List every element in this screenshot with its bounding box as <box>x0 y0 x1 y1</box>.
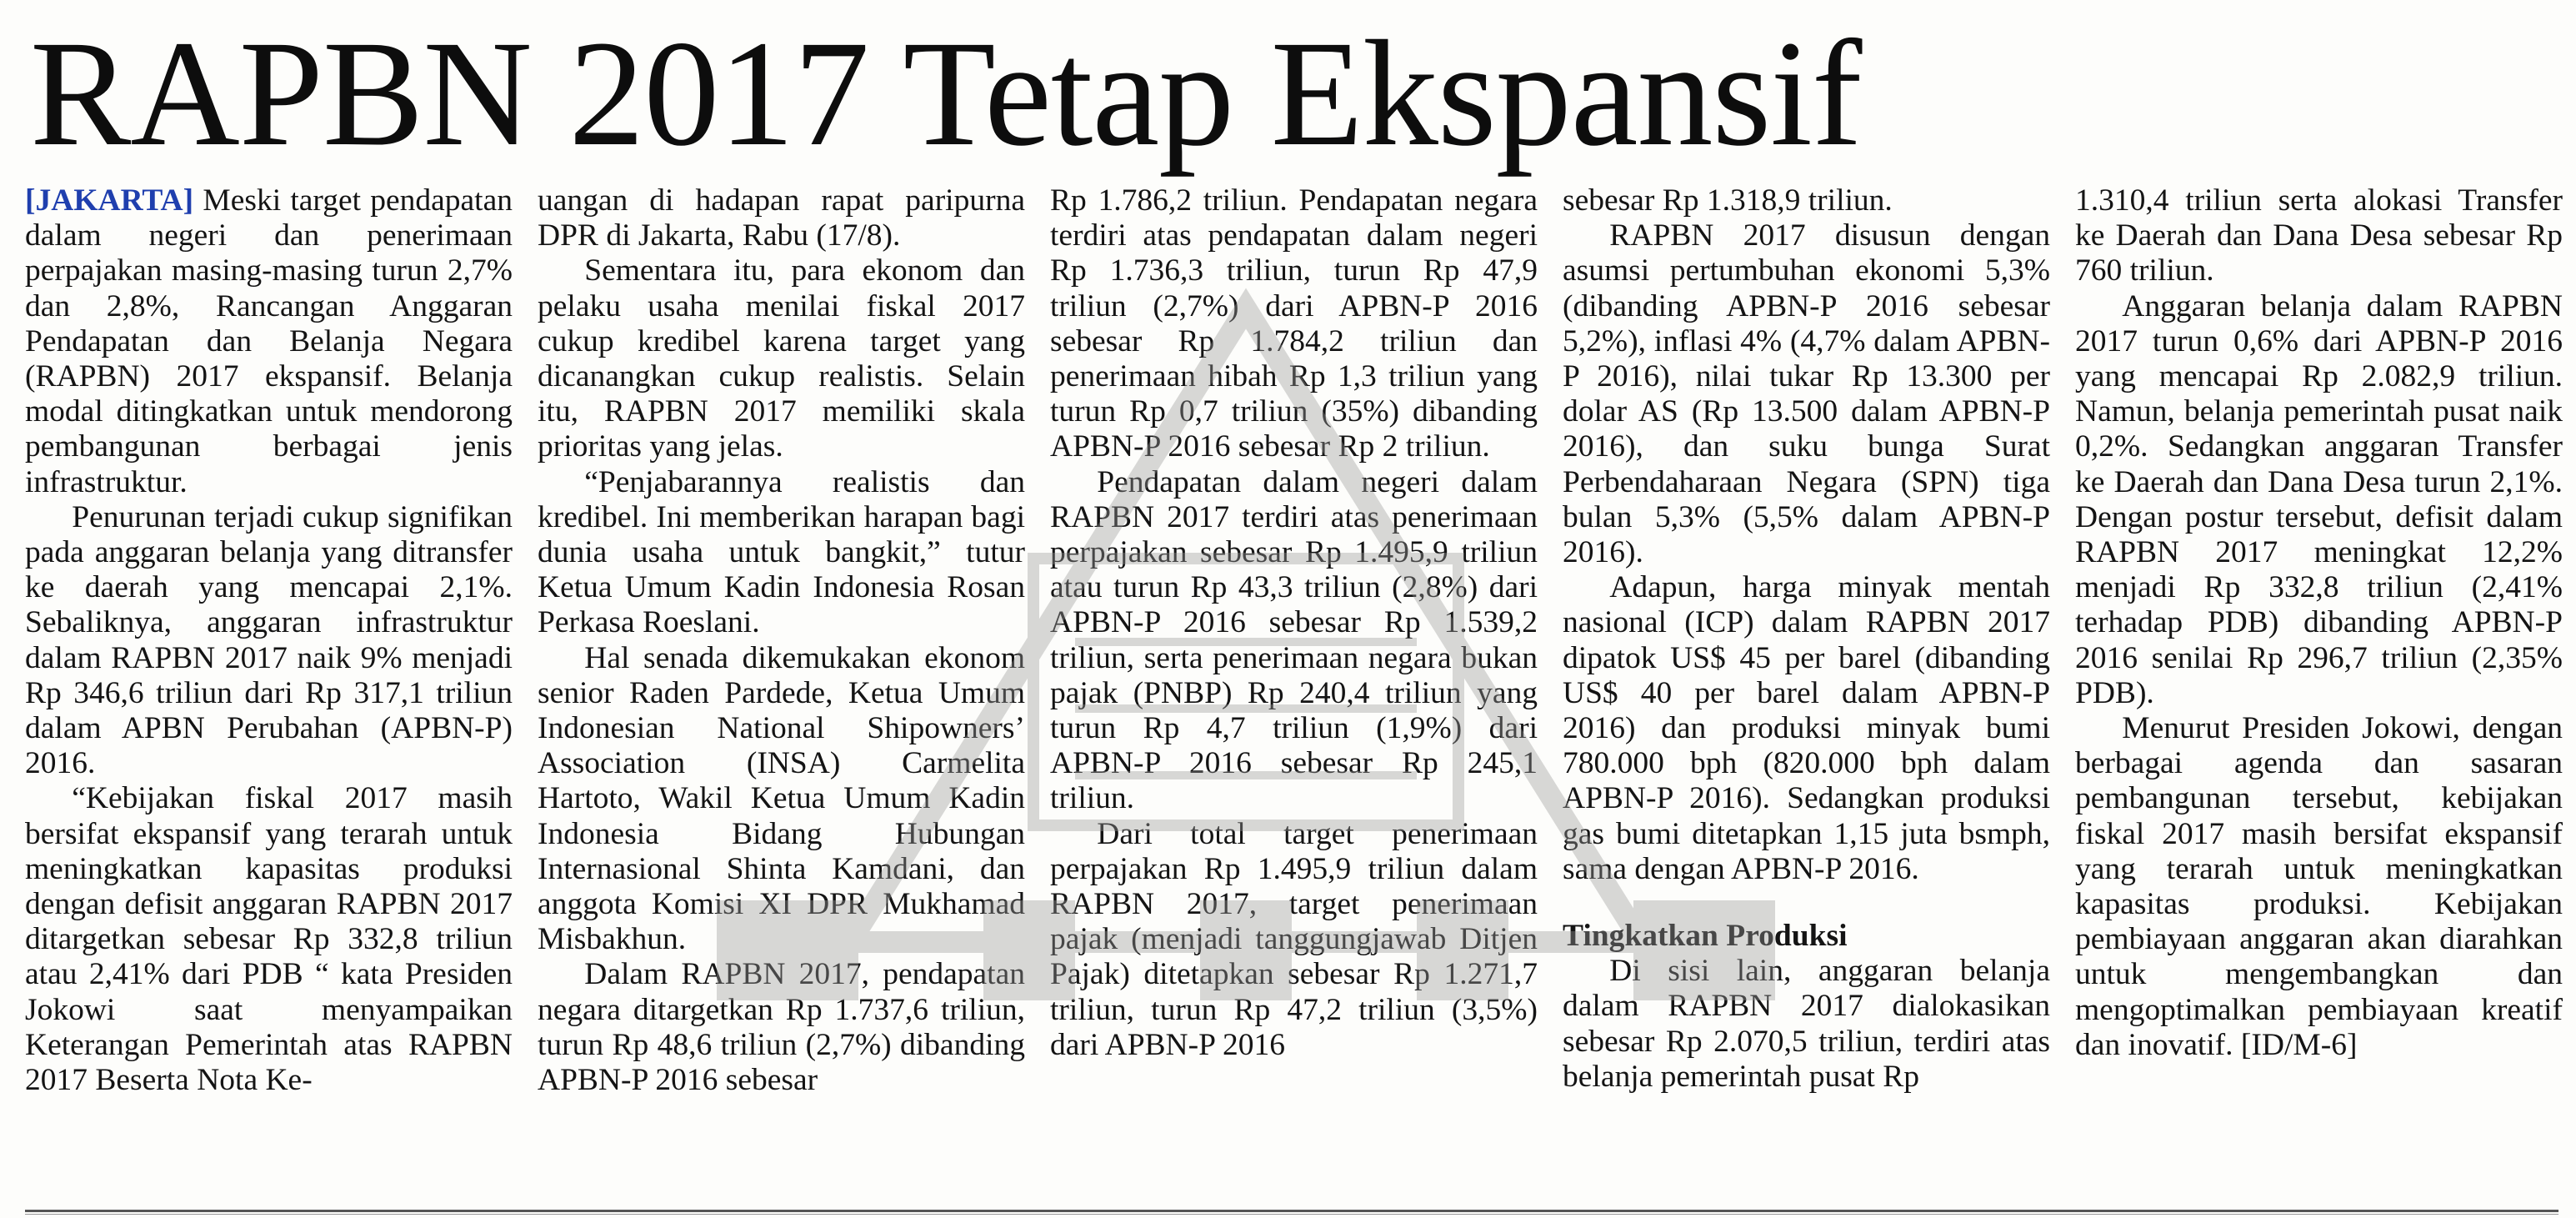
bottom-rule-thin <box>25 1214 2558 1215</box>
column-5 <box>2075 183 2563 1184</box>
paragraph: Hal senada dikemukakan ekonom senior Raden Pardede, Ketua Umum Indonesian National Shipowners’ Association (INSA) Carmelita Hartoto, Wakil Ketua Umum Kadin Indonesia Bidang Hubungan Internasional Shinta Kamdani, dan anggota Komisi XI DPR Mukhamad Misbakhun. <box>538 640 1025 957</box>
dateline: [JAKARTA] <box>25 183 194 218</box>
paragraph: Adapun, harga minyak mentah nasional (ICP) dalam RAPBN 2017 dipatok US$ 45 per barel (dibanding US$ 40 per barel dalam APBN-P 2016) dan produksi minyak bumi 780.000 bph (820.000 bph dalam APBN-P 2016). Sedangkan produksi gas bumi ditetapkan 1,15 juta bsmph, sama dengan APBN-P 2016. <box>1563 570 2050 886</box>
paragraph: Dalam RAPBN 2017, pendapatan negara ditargetkan Rp 1.737,6 triliun, turun Rp 48,6 triliun (2,7%) dibanding APBN-P 2016 sebesar <box>538 957 1025 1098</box>
paragraph: Dari total target penerimaan perpajakan Rp 1.495,9 triliun dalam RAPBN 2017, target penerimaan pajak (menjadi tanggungjawab Ditjen Pajak) ditetapkan sebesar Rp 1.271,7 triliun, turun Rp 47,2 triliun (3,5%) dari APBN-P 2016 <box>1050 816 1538 1062</box>
paragraph: uangan di hadapan rapat paripurna DPR di Jakarta, Rabu (17/8). <box>538 183 1025 253</box>
paragraph: Anggaran belanja dalam RAPBN 2017 turun 0,6% dari APBN-P 2016 yang mencapai Rp 2.082,9 triliun. Namun, belanja pemerintah pusat naik 0,2%. Sedangkan anggaran Transfer ke Daerah dan Dana Desa turun 2,1%. Dengan postur tersebut, defisit dalam RAPBN 2017 meningkat 12,2% menjadi Rp 332,8 triliun (2,41% terhadap PDB) dibanding APBN-P 2016 senilai Rp 296,7 triliun (2,35% PDB). <box>2075 288 2563 710</box>
paragraph: Rp 1.786,2 triliun. Pendapatan negara terdiri atas pendapatan dalam negeri Rp 1.736,3 triliun, turun Rp 47,9 triliun (2,7%) dari APBN-P 2016 sebesar Rp 1.784,2 triliun dan penerimaan hibah Rp 1,3 triliun yang turun Rp 0,7 triliun (35%) dibanding APBN-P 2016 sebesar Rp 2 triliun. <box>1050 183 1538 464</box>
paragraph-text: Meski target pendapatan dalam negeri dan penerimaan perpajakan masing-masing turun 2,7% dan 2,8%, Rancangan Anggaran Pendapatan dan Belanja Negara (RAPBN) 2017 ekspansif. Belanja modal ditingkatkan untuk mendorong pembangunan berbagai jenis infrastruktur. <box>25 183 513 499</box>
paragraph: sebesar Rp 1.318,9 triliun. <box>1563 183 1893 218</box>
paragraph: RAPBN 2017 disusun dengan asumsi pertumbuhan ekonomi 5,3% (dibanding APBN-P 2016 sebesar 5,2%), inflasi 4% (4,7% dalam APBN-P 2016), nilai tukar Rp 13.300 per dolar AS (Rp 13.500 dalam APBN-P 2016), dan suku bunga Surat Perbendaharaan Negara (SPN) tiga bulan 5,3% (5,5% dalam APBN-P 2016). <box>1563 218 2050 570</box>
paragraph: Pendapatan dalam negeri dalam RAPBN 2017 terdiri atas penerimaan perpajakan sebesar Rp 1.495,9 triliun atau turun Rp 43,3 triliun (2,8%) dari APBN-P 2016 sebesar Rp 1.539,2 triliun, serta penerimaan negara bukan pajak (PNBP) Rp 240,4 triliun yang turun Rp 4,7 triliun (1,9%) dari APBN-P 2016 sebesar Rp 245,1 triliun. <box>1050 464 1538 816</box>
article-body <box>25 183 2563 1184</box>
paragraph: “Kebijakan fiskal 2017 masih bersifat ekspansif yang terarah untuk meningkatkan kapasitas produksi dengan defisit anggaran RAPBN 2017 ditargetkan sebesar Rp 332,8 triliun atau 2,41% dari PDB “ kata Presiden Jokowi saat menyampaikan Keterangan Pemerintah atas RAPBN 2017 Beserta Nota Ke- <box>25 781 513 1098</box>
column-2 <box>538 183 1025 1184</box>
article-headline: RAPBN 2017 Tetap Ekspansif <box>30 10 1862 178</box>
paragraph: Menurut Presiden Jokowi, dengan berbagai agenda dan sasaran pembangunan tersebut, kebijakan fiskal 2017 masih bersifat ekspansif yang terarah untuk meningkatkan kapasitas produksi. Kebijakan pembiayaan anggaran akan diarahkan untuk mengembangkan dan mengoptimalkan pembiayaan kreatif dan inovatif. [ID/M-6] <box>2075 711 2563 1062</box>
column-3 <box>1050 183 1538 1184</box>
column-4 <box>1563 183 2050 1184</box>
section-subheading: Tingkatkan Produksi <box>1563 919 1848 954</box>
paragraph <box>25 183 513 500</box>
paragraph: Penurunan terjadi cukup signifikan pada anggaran belanja yang ditransfer ke daerah yang mencapai 2,1%. Sebaliknya, anggaran infrastruktur dalam RAPBN 2017 naik 9% menjadi Rp 346,6 triliun dari Rp 317,1 triliun dalam APBN Perubahan (APBN-P) 2016. <box>25 499 513 781</box>
paragraph: Di sisi lain, anggaran belanja dalam RAPBN 2017 dialokasikan sebesar Rp 2.070,5 triliun, terdiri atas belanja pemerintah pusat Rp <box>1563 954 2050 1094</box>
column-1 <box>25 183 513 1184</box>
paragraph: 1.310,4 triliun serta alokasi Transfer ke Daerah dan Dana Desa sebesar Rp 760 triliun. <box>2075 183 2563 288</box>
paragraph: “Penjabarannya realistis dan kredibel. Ini memberikan harapan bagi dunia usaha untuk bangkit,” tutur Ketua Umum Kadin Indonesia Rosan Perkasa Roeslani. <box>538 464 1025 640</box>
paragraph: Sementara itu, para ekonom dan pelaku usaha menilai fiskal 2017 cukup kredibel karena target yang dicanangkan cukup realistis. Selain itu, RAPBN 2017 memiliki skala prioritas yang jelas. <box>538 253 1025 464</box>
bottom-rule <box>25 1210 2558 1212</box>
